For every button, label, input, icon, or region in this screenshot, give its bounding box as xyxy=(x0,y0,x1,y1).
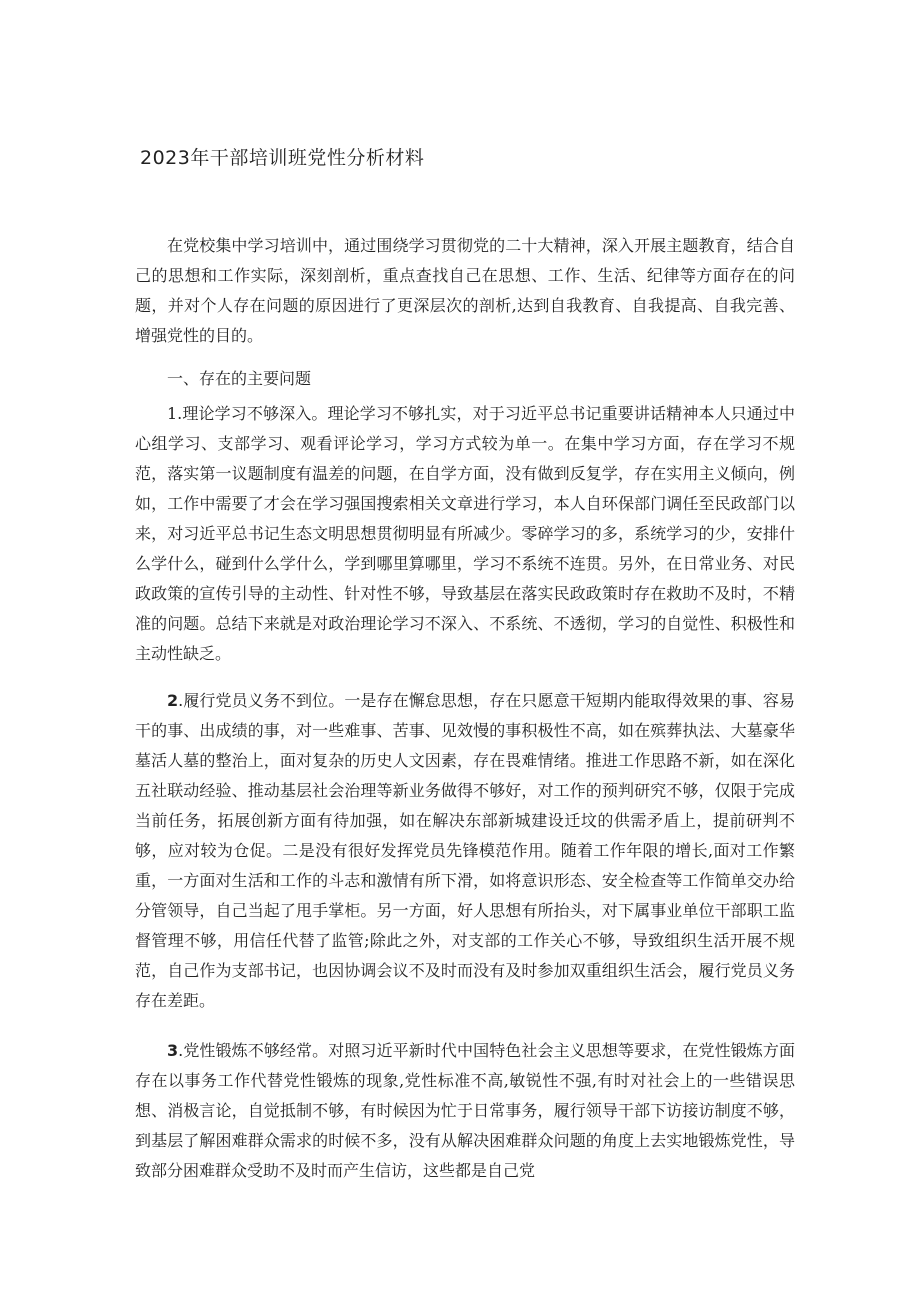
item-3-paragraph xyxy=(135,1036,795,1186)
item-2-paragraph xyxy=(135,686,795,1016)
section-heading: 一、存在的主要问题 xyxy=(167,369,312,388)
item-1-paragraph: 1.理论学习不够深入。理论学习不够扎实，对于习近平总书记重要讲话精神本人只通过中心组学习、支部学习、观看评论学习，学习方式较为单一。在集中学习方面，存在学习不规范，落实第一议题制度有温差的问题，在自学方面，没有做到反复学，存在实用主义倾向，例如，工作中需要了才会在学习强国搜索相关文章进行学习，本人自环保部门调任至民政部门以来，对习近平总书记生态文明思想贯彻明显有所减少。零碎学习的多，系统学习的少，安排什么学什么，碰到什么学什么，学到哪里算哪里，学习不系统不连贯。另外，在日常业务、对民政政策的宣传引导的主动性、针对性不够，导致基层在落实民政政策时存在救助不及时，不精准的问题。总结下来就是对政治理论学习不深入、不系统、不透彻，学习的自觉性、积极性和主动性缺乏。 xyxy=(135,404,795,663)
item-2-number: 2 xyxy=(167,691,179,710)
item-2-text: .履行党员义务不到位。一是存在懈怠思想，存在只愿意干短期内能取得效果的事、容易干的事、出成绩的事，对一些难事、苦事、见效慢的事积极性不高，如在殡葬执法、大墓豪华墓活人墓的整治上，面对复杂的历史人文因素，存在畏难情绪。推进工作思路不新，如在深化五社联动经验、推动基层社会治理等新业务做得不够好，对工作的预判研究不够，仅限于完成当前任务，拓展创新方面有待加强，如在解决东部新城建设迁坟的供需矛盾上，提前研判不够，应对较为仓促。二是没有很好发挥党员先锋模范作用。随着工作年限的增长,面对工作繁重，一方面对生活和工作的斗志和激情有所下滑，如将意识形态、安全检查等工作简单交办给分管领导，自己当起了甩手掌柜。另一方面，好人思想有所抬头，对下属事业单位干部职工监督管理不够，用信任代替了监管;除此之外，对支部的工作关心不够，导致组织生活开展不规范，自己作为支部书记，也因协调会议不及时而没有及时参加双重组织生活会，履行党员义务存在差距。 xyxy=(135,691,795,1010)
intro-paragraph: 在党校集中学习培训中，通过围绕学习贯彻党的二十大精神，深入开展主题教育，结合自己的思想和工作实际，深刻剖析，重点查找自己在思想、工作、生活、纪律等方面存在的问题，并对个人存在问题的原因进行了更深层次的剖析,达到自我教育、自我提高、自我完善、增强党性的目的。 xyxy=(135,236,795,345)
item-3-number: 3 xyxy=(167,1041,179,1060)
item-3-text: .党性锻炼不够经常。对照习近平新时代中国特色社会主义思想等要求，在党性锻炼方面存在以事务工作代替党性锻炼的现象,党性标准不高,敏锐性不强,有时对社会上的一些错误思想、消极言论，自觉抵制不够，有时候因为忙于日常事务，履行领导干部下访接访制度不够，到基层了解困难群众需求的时候不多，没有从解决困难群众问题的角度上去实地锻炼党性，导致部分困难群众受助不及时而产生信访，这些都是自己党 xyxy=(135,1041,795,1180)
document-title: 2023年干部培训班党性分析材料 xyxy=(140,147,425,169)
